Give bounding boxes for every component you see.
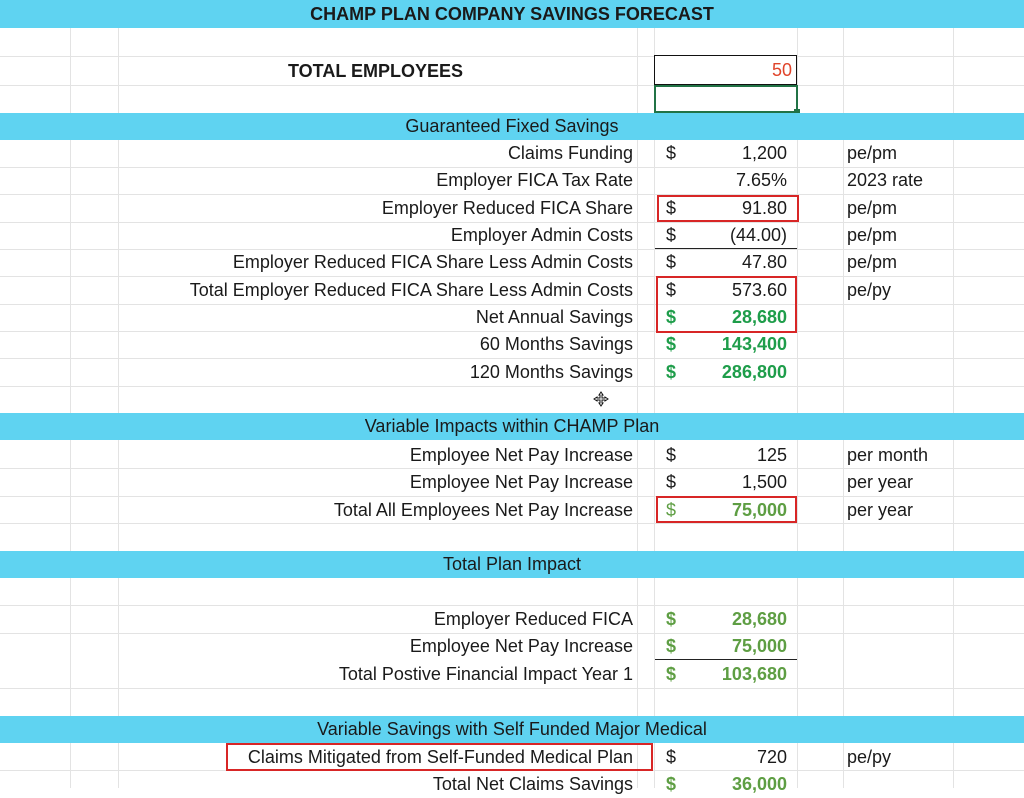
row-label: Employer Reduced FICA	[433, 609, 633, 629]
table-row	[0, 304, 1024, 331]
table-row	[0, 661, 1024, 688]
move-cursor-icon	[593, 391, 609, 407]
gridline	[0, 56, 1024, 57]
gridline	[0, 688, 1024, 689]
row-value[interactable]: 75,000	[731, 636, 787, 656]
row-label: Claims Funding	[507, 143, 633, 163]
row-label: Employer Reduced FICA Share	[381, 198, 633, 218]
row-value[interactable]: 286,800	[721, 362, 787, 382]
row-value[interactable]: 36,000	[731, 774, 787, 794]
currency-symbol: $	[666, 225, 677, 245]
total-employees-label: TOTAL EMPLOYEES	[288, 61, 464, 81]
row-label: 60 Months Savings	[479, 334, 633, 354]
table-row	[0, 331, 1024, 358]
section-variable-impacts: Variable Impacts within CHAMP Plan	[0, 413, 1024, 440]
row-label: Total Net Claims Savings	[432, 774, 633, 794]
row-value[interactable]: 47.80	[741, 252, 787, 272]
currency-symbol: $	[666, 636, 677, 656]
row-value[interactable]: 7.65%	[735, 170, 787, 190]
currency-symbol: $	[666, 472, 677, 492]
currency-symbol: $	[666, 143, 677, 163]
table-row	[0, 222, 1024, 249]
currency-symbol: $	[666, 198, 677, 218]
row-value[interactable]: 91.80	[741, 198, 787, 218]
row-unit: pe/py	[847, 280, 892, 300]
row-label: Employer Admin Costs	[450, 225, 633, 245]
row-label: Employee Net Pay Increase	[409, 472, 633, 492]
row-label: Total Postive Financial Impact Year 1	[338, 664, 633, 684]
forecast-title: CHAMP PLAN COMPANY SAVINGS FORECAST	[0, 0, 1024, 28]
row-value[interactable]: 125	[756, 445, 787, 465]
currency-symbol: $	[666, 334, 677, 354]
row-value[interactable]: 103,680	[721, 664, 787, 684]
highlight-box	[226, 743, 653, 771]
currency-symbol: $	[666, 747, 677, 767]
row-label: Employee Net Pay Increase	[409, 636, 633, 656]
selected-cell[interactable]	[654, 85, 798, 113]
row-unit: pe/pm	[847, 252, 898, 272]
table-row	[0, 606, 1024, 633]
table-row	[0, 633, 1024, 660]
row-label: Employer FICA Tax Rate	[436, 170, 633, 190]
section-fixed-savings: Guaranteed Fixed Savings	[0, 113, 1024, 140]
row-value[interactable]: (44.00)	[729, 225, 787, 245]
row-unit: 2023 rate	[847, 170, 924, 190]
row-unit: pe/pm	[847, 143, 898, 163]
table-row	[0, 359, 1024, 386]
row-value[interactable]: 1,500	[741, 472, 787, 492]
currency-symbol: $	[666, 609, 677, 629]
currency-symbol: $	[666, 445, 677, 465]
currency-symbol: $	[666, 362, 677, 382]
row-label: Claims Mitigated from Self-Funded Medical Plan	[247, 747, 633, 767]
currency-symbol: $	[666, 664, 677, 684]
table-row	[0, 469, 1024, 496]
currency-symbol: $	[666, 252, 677, 272]
row-label: Total All Employees Net Pay Increase	[333, 500, 633, 520]
row-label: Net Annual Savings	[475, 307, 633, 327]
row-value[interactable]: 573.60	[731, 280, 787, 300]
highlight-box	[657, 195, 799, 222]
row-value[interactable]: 1,200	[741, 143, 787, 163]
row-unit: pe/pm	[847, 225, 898, 245]
row-unit: per year	[847, 500, 914, 520]
row-label: 120 Months Savings	[469, 362, 633, 382]
row-value[interactable]: 720	[756, 747, 787, 767]
highlight-box	[656, 496, 797, 523]
currency-symbol: $	[666, 500, 677, 520]
currency-symbol: $	[666, 307, 677, 327]
row-label: Employer Reduced FICA Share Less Admin Costs	[232, 252, 633, 272]
row-value[interactable]: 75,000	[731, 500, 787, 520]
table-row	[0, 442, 1024, 469]
gridline	[0, 85, 1024, 86]
cell-underline	[655, 659, 797, 660]
currency-symbol: $	[666, 774, 677, 794]
highlight-box	[656, 276, 797, 333]
row-unit: per month	[847, 445, 929, 465]
row-value[interactable]: 143,400	[721, 334, 787, 354]
table-row	[0, 249, 1024, 276]
section-total-impact: Total Plan Impact	[0, 551, 1024, 578]
gridline	[0, 386, 1024, 387]
table-row	[0, 167, 1024, 194]
row-unit: pe/pm	[847, 198, 898, 218]
section-medical-savings: Variable Savings with Self Funded Major Medical	[0, 716, 1024, 743]
row-value[interactable]: 28,680	[731, 307, 787, 327]
row-unit: per year	[847, 472, 914, 492]
row-value[interactable]: 28,680	[731, 609, 787, 629]
row-label: Employee Net Pay Increase	[409, 445, 633, 465]
table-row	[0, 497, 1024, 524]
currency-symbol: $	[666, 280, 677, 300]
row-unit: pe/py	[847, 747, 892, 767]
table-row	[0, 771, 1024, 798]
total-employees-cell[interactable]: 50	[654, 55, 797, 85]
row-label: Total Employer Reduced FICA Share Less Admin Costs	[189, 280, 633, 300]
table-row	[0, 277, 1024, 304]
table-row	[0, 195, 1024, 222]
table-row	[0, 140, 1024, 167]
